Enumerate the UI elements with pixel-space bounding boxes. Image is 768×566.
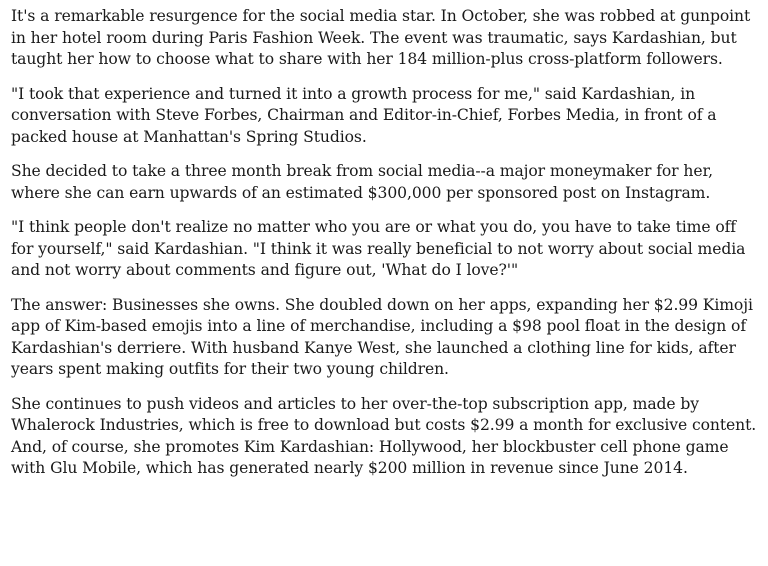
article-paragraph-4: "I think people don't realize no matter who you are or what you do, you have to take time off for yourself," said Kardashian. "I think it was really beneficial to not worry about social media and not worry about comments and figure out, 'What do I love?'": [11, 218, 746, 279]
article-paragraph-3: She decided to take a three month break from social media--a major moneymaker for her, where she can earn upwards of an estimated $300,000 per sponsored post on Instagram.: [11, 162, 713, 202]
article-paragraph-5: The answer: Businesses she owns. She doubled down on her apps, expanding her $2.99 Kimoji app of Kim-based emojis into a line of merchandise, including a $98 pool float in the design of Kardashian's derriere. With husband Kanye West, she launched a clothing line for kids, after years spent making outfits for their two young children.: [11, 295, 753, 378]
article-paragraph-6: She continues to push videos and articles to her over-the-top subscription app, made by Whalerock Industries, which is free to download but costs $2.99 a month for exclusive content. And, of course, she promotes Kim Kardashian: Hollywood, her blockbuster cell phone game with Glu Mobile, which has generated nearly $200 million in revenue since June 2014.: [11, 394, 757, 477]
article-paragraph-1: It's a remarkable resurgence for the social media star. In October, she was robbed at gunpoint in her hotel room during Paris Fashion Week. The event was traumatic, says Kardashian, but taught her how to choose what to share with her 184 million-plus cross-platform followers.: [11, 7, 751, 68]
article-paragraph-2: "I took that experience and turned it into a growth process for me," said Kardashian, in conversation with Steve Forbes, Chairman and Editor-in-Chief, Forbes Media, in front of a packed house at Manhattan's Spring Studios.: [11, 84, 717, 146]
